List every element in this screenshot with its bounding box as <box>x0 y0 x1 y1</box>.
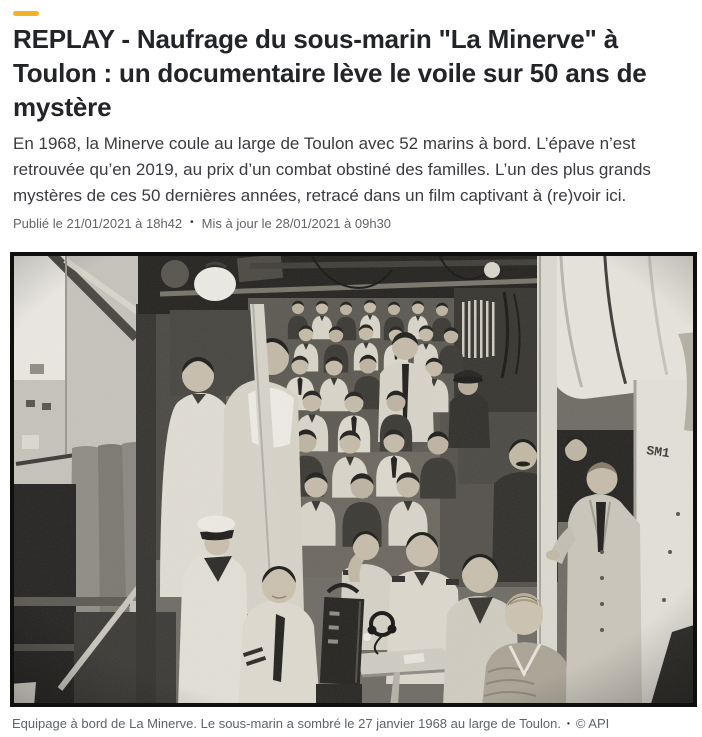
article-standfirst: En 1968, la Minerve coule au large de Toulon avec 52 marins à bord. L’épave n’est retrouvée qu’en 2019, au prix d’un combat obstiné des familles. L’un des plus grands mystères de ces 50 dernières années, retracé dans un film captivant à (re)voir ici. <box>13 134 651 205</box>
caption-separator: • <box>567 718 570 728</box>
published-date: Publié le 21/01/2021 à 18h42 <box>13 215 183 231</box>
accent-dash <box>13 11 39 16</box>
updated-date: Mis à jour le 28/01/2021 à 09h30 <box>201 215 392 231</box>
article-photo <box>10 252 697 707</box>
photo-credit: © API <box>575 716 610 731</box>
article-dateline <box>13 215 688 231</box>
photo-caption-text: Equipage à bord de La Minerve. Le sous-marin a sombré le 27 janvier 1968 au large de Toulon. <box>12 716 561 731</box>
article-title: REPLAY - Naufrage du sous-marin "La Minerve" à Toulon : un documentaire lève le voile sur 50 ans de mystère <box>13 24 647 122</box>
article-photo-illustration <box>10 252 697 707</box>
dateline-separator: • <box>190 217 194 228</box>
photo-caption <box>12 716 697 731</box>
article-page <box>0 11 702 231</box>
article-figure <box>10 252 697 731</box>
